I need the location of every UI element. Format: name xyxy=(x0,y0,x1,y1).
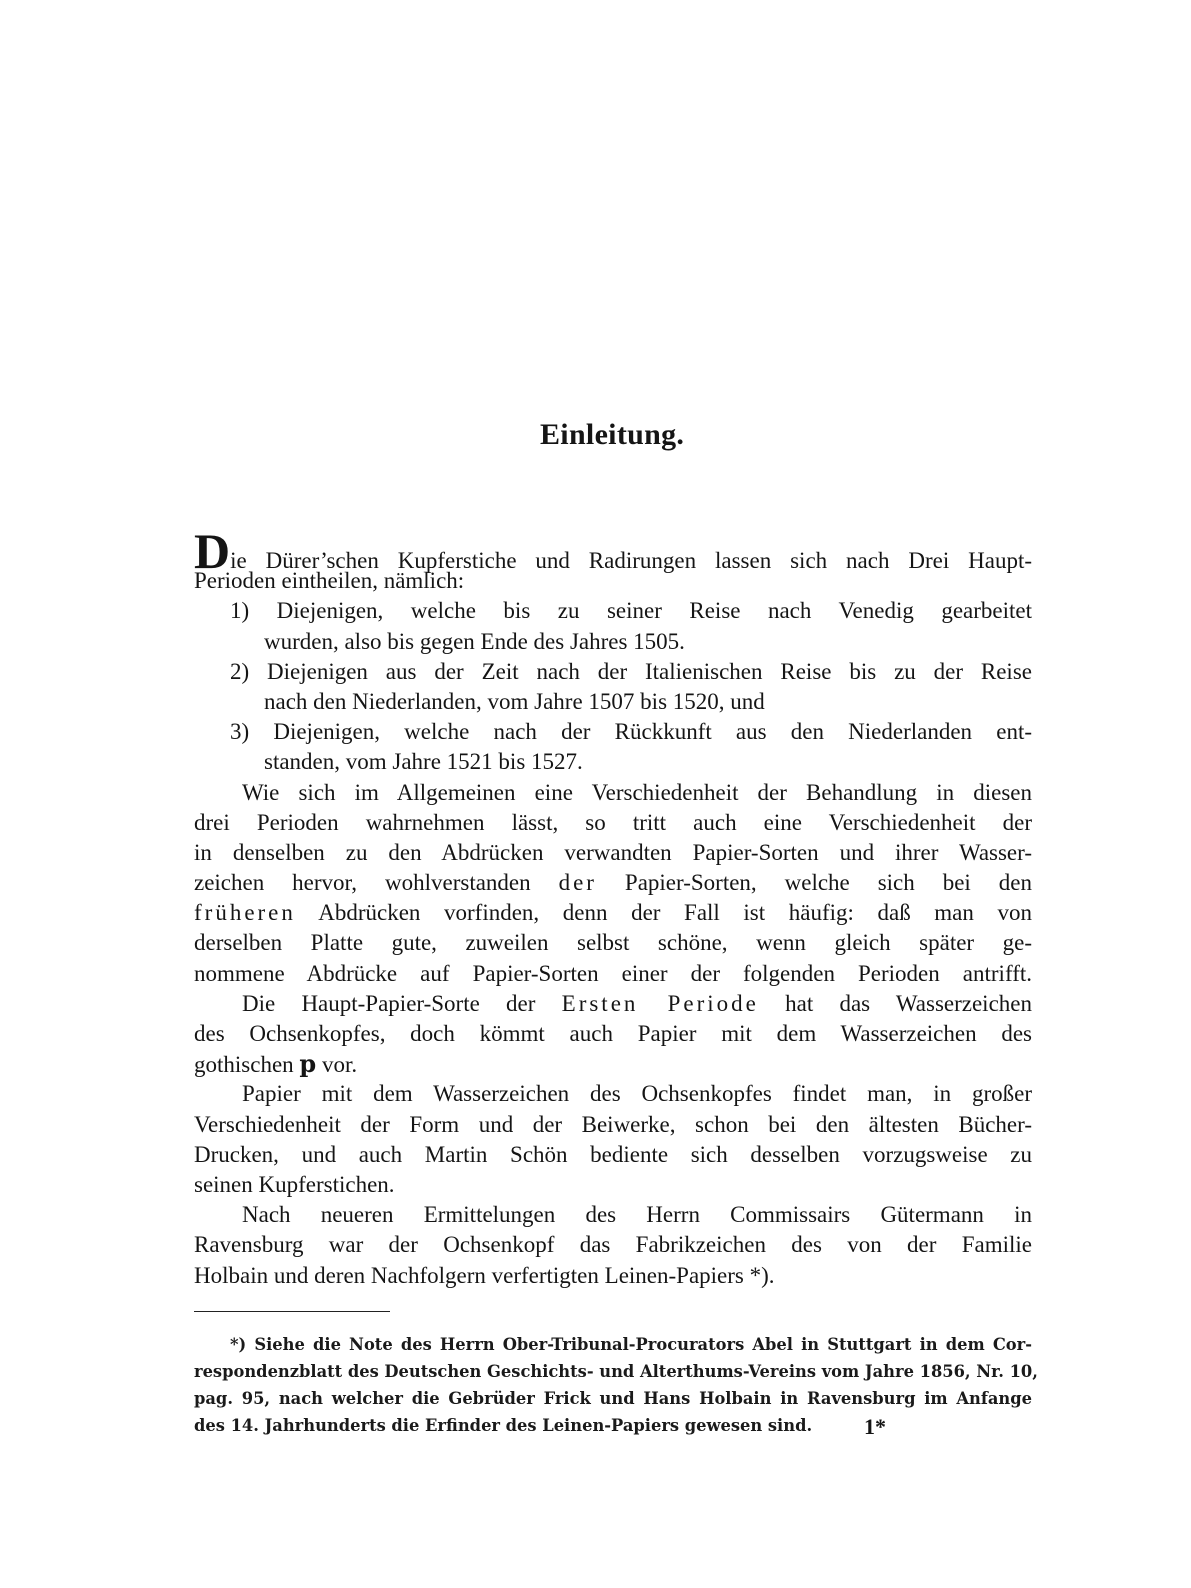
drop-cap: D xyxy=(194,523,231,579)
text-span: zeichen hervor, wohlverstanden xyxy=(194,870,559,896)
text-span: gothischen xyxy=(194,1052,300,1078)
footnote-line-1: *) Siehe die Note des Herrn Ober-Tribunal-Procurators Abel in Stuttgart in dem Cor- xyxy=(230,1335,1032,1354)
list-item-2-line-1: 2) Diejenigen aus der Zeit nach der Italienischen Reise bis zu der Reise xyxy=(230,658,1032,684)
paragraph-4-line-1: Papier mit dem Wasserzeichen des Ochsenkopfes findet man, in großer xyxy=(242,1081,1032,1107)
paragraph-2-line-4 xyxy=(194,868,1032,898)
gothic-p-glyph: p xyxy=(299,1049,317,1079)
paragraph-3-line-3 xyxy=(194,1049,1032,1079)
list-item-1-line-2: wurden, also bis gegen Ende des Jahres 1505. xyxy=(264,628,685,654)
footnote-line-4: des 14. Jahrhunderts die Erfinder des Leinen-Papiers gewesen sind. xyxy=(194,1416,813,1435)
paragraph-5-line-3: Holbain und deren Nachfolgern verfertigten Leinen-Papiers *). xyxy=(194,1262,775,1288)
paragraph-3-line-1 xyxy=(194,989,1032,1019)
paragraph-2-line-5 xyxy=(194,898,1032,928)
list-item-3-line-2: standen, vom Jahre 1521 bis 1527. xyxy=(264,749,583,775)
page-number: 1* xyxy=(864,1414,886,1439)
spaced-word: früheren xyxy=(194,900,296,926)
footnote xyxy=(194,1331,1038,1439)
paragraph-1-line-1 xyxy=(194,523,1032,579)
paragraph-4-line-2: Verschiedenheit der Form und der Beiwerke, schon bei den ältesten Bücher- xyxy=(194,1111,1032,1137)
text-span: Abdrücken vorfinden, denn der Fall ist häufig: daß man von xyxy=(295,900,1032,926)
footnote-line-3: pag. 95, nach welcher die Gebrüder Frick und Hans Holbain in Ravensburg im Anfange xyxy=(194,1389,1032,1408)
list-item-1-line-1: 1) Diejenigen, welche bis zu seiner Reise nach Venedig gearbeitet xyxy=(230,598,1032,624)
paragraph-5-line-1: Nach neueren Ermittelungen des Herrn Commissairs Gütermann in xyxy=(242,1202,1032,1228)
footnote-divider xyxy=(194,1311,390,1312)
paragraph-4-line-3: Drucken, und auch Martin Schön bediente sich desselben vorzugsweise zu xyxy=(194,1141,1032,1167)
paragraph-3-line-2: des Ochsenkopfes, doch kömmt auch Papier mit dem Wasserzeichen des xyxy=(194,1021,1032,1046)
paragraph-2-line-1: Wie sich im Allgemeinen eine Verschiedenheit der Behandlung in diesen xyxy=(242,779,1032,805)
list-item-3-line-1: 3) Diejenigen, welche nach der Rückkunft aus den Niederlanden ent- xyxy=(230,719,1032,745)
text-span: hat das Wasserzeichen xyxy=(758,990,1032,1016)
footnote-line-2: respondenzblatt des Deutschen Geschichts- und Alterthums-Vereins vom Jahre 1856, Nr. 10, xyxy=(194,1362,1038,1381)
text-span: Die Haupt-Papier-Sorte der xyxy=(242,990,562,1016)
paragraph-2-line-3: in denselben zu den Abdrücken verwandten Papier-Sorten und ihrer Wasser- xyxy=(194,839,1032,865)
spaced-word: Ersten Periode xyxy=(561,990,759,1016)
paragraph-5-line-2: Ravensburg war der Ochsenkopf das Fabrikzeichen des von der Familie xyxy=(194,1232,1032,1258)
text-span: ie Dürer’schen Kupferstiche und Radirungen lassen sich nach Drei Haupt- xyxy=(230,548,1032,573)
page-title: Einleitung. xyxy=(540,418,685,451)
paragraph-4-line-4: seinen Kupferstichen. xyxy=(194,1171,395,1197)
spaced-word: der xyxy=(558,870,597,896)
paragraph-2-line-7: nommene Abdrücke auf Papier-Sorten einer der folgenden Perioden antrifft. xyxy=(194,960,1032,986)
main-text xyxy=(194,523,1032,1291)
paragraph-2-line-2: drei Perioden wahrnehmen lässt, so tritt auch eine Verschiedenheit der xyxy=(194,809,1032,835)
text-span: vor. xyxy=(316,1052,358,1078)
list-item-2-line-2: nach den Niederlanden, vom Jahre 1507 bis 1520, und xyxy=(264,688,765,714)
paragraph-1-line-2: Perioden eintheilen, nämlich: xyxy=(194,568,465,594)
text-span: Papier-Sorten, welche sich bei den xyxy=(596,870,1032,896)
paragraph-2-line-6: derselben Platte gute, zuweilen selbst schöne, wenn gleich später ge- xyxy=(194,930,1032,956)
